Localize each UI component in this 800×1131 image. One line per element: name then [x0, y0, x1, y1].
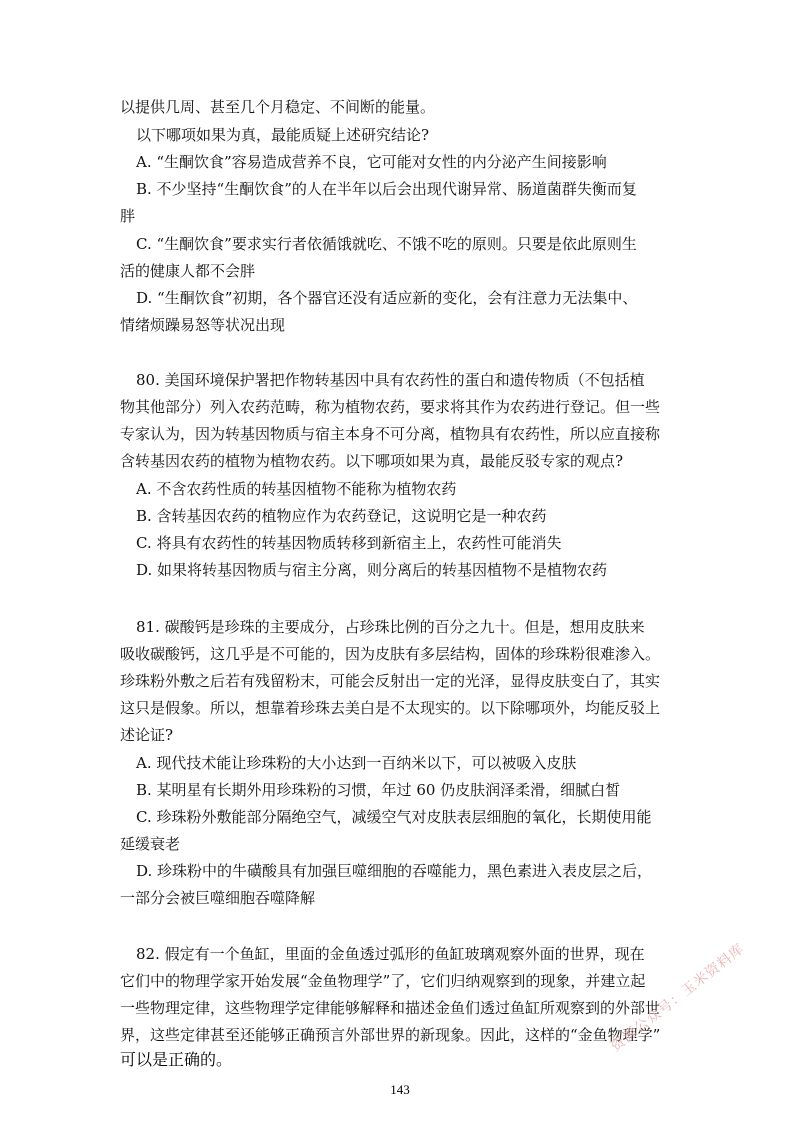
option-c: C. 珍珠粉外敷能部分隔绝空气，减缓空气对皮肤表层细胞的氧化，长期使用能	[136, 808, 652, 826]
option-a: A. 现代技术能让珍珠粉的大小达到一百纳米以下，可以被吸入皮肤	[136, 754, 577, 772]
text-line: 胖	[120, 207, 136, 225]
text-line: 含转基因农药的植物为植物农药。以下哪项如果为真，最能反驳专家的观点?	[120, 452, 624, 470]
option-b: B. 某明星有长期外用珍珠粉的习惯，年过 60 仍皮肤润泽柔滑，细腻白皙	[136, 781, 621, 799]
option-d: D. “生酮饮食”初期，各个器官还没有适应新的变化，会有注意力无法集中、	[136, 289, 638, 307]
option-b: B. 不少坚持“生酮饮食”的人在半年以后会出现代谢异常、肠道菌群失衡而复	[136, 180, 637, 198]
text-line: 它们中的物理学家开始发展“金鱼物理学”了，它们归纳观察到的现象，并建立起	[120, 972, 646, 990]
text-line: 专家认为，因为转基因物质与宿主本身不可分离，植物具有农药性，所以应直接称	[120, 425, 661, 443]
text-line: 界，这些定律甚至还能够正确预言外部世界的新现象。因此，这样的“金鱼物理学”	[120, 1026, 661, 1044]
text-line: 一些物理定律，这些物理学定律能够解释和描述金鱼们透过鱼缸所观察到的外部世	[120, 999, 661, 1017]
option-d: D. 珍珠粉中的牛磺酸具有加强巨噬细胞的吞噬能力，黑色素进入表皮层之后，	[136, 862, 653, 880]
text-line: 活的健康人都不会胖	[120, 262, 256, 280]
text-line: 情绪烦躁易怒等状况出现	[120, 316, 286, 334]
text-line: 珍珠粉外敷之后若有残留粉末，可能会反射出一定的光泽，显得皮肤变白了，其实	[120, 672, 661, 690]
text-line: 以提供几周、甚至几个月稳定、不间断的能量。	[120, 98, 436, 116]
question-82: 82. 假定有一个鱼缸，里面的金鱼透过弧形的鱼缸玻璃观察外面的世界，现在	[136, 945, 645, 963]
option-a: A. 不含农药性质的转基因植物不能称为植物农药	[136, 480, 457, 498]
option-a: A. “生酮饮食”容易造成营养不良，它可能对女性的内分泌产生间接影响	[136, 153, 607, 171]
question-81: 81. 碳酸钙是珍珠的主要成分，占珍珠比例的百分之九十。但是，想用皮肤来	[136, 618, 645, 636]
option-c: C. “生酮饮食”要求实行者依循饿就吃、不饿不吃的原则。只要是依此原则生	[136, 235, 637, 253]
watermark: 资源公众号：玉米资料库	[607, 940, 748, 1055]
option-d: D. 如果将转基因物质与宿主分离，则分离后的转基因植物不是植物农药	[136, 561, 608, 579]
option-b: B. 含转基因农药的植物应作为农药登记，这说明它是一种农药	[136, 507, 547, 525]
question-80: 80. 美国环境保护署把作物转基因中具有农药性的蛋白和遗传物质（不包括植	[136, 371, 645, 389]
option-c: C. 将具有农药性的转基因物质转移到新宿主上，农药性可能消失	[136, 534, 562, 552]
text-line: 延缓衰老	[120, 835, 181, 853]
text-line: 述论证?	[120, 726, 174, 744]
text-line: 吸收碳酸钙，这几乎是不可能的，因为皮肤有多层结构，固体的珍珠粉很难渗入。	[120, 645, 661, 663]
text-line: 这只是假象。所以，想靠着珍珠去美白是不太现实的。以下除哪项外，均能反驳上	[120, 699, 661, 717]
question-prompt: 以下哪项如果为真，最能质疑上述研究结论?	[136, 126, 430, 144]
page-number: 143	[390, 1082, 410, 1097]
text-line: 一部分会被巨噬细胞吞噬降解	[120, 889, 316, 907]
text-line: 可以是正确的。	[120, 1052, 233, 1069]
text-line: 物其他部分）列入农药范畴，称为植物农药，要求将其作为农药进行登记。但一些	[120, 398, 661, 416]
